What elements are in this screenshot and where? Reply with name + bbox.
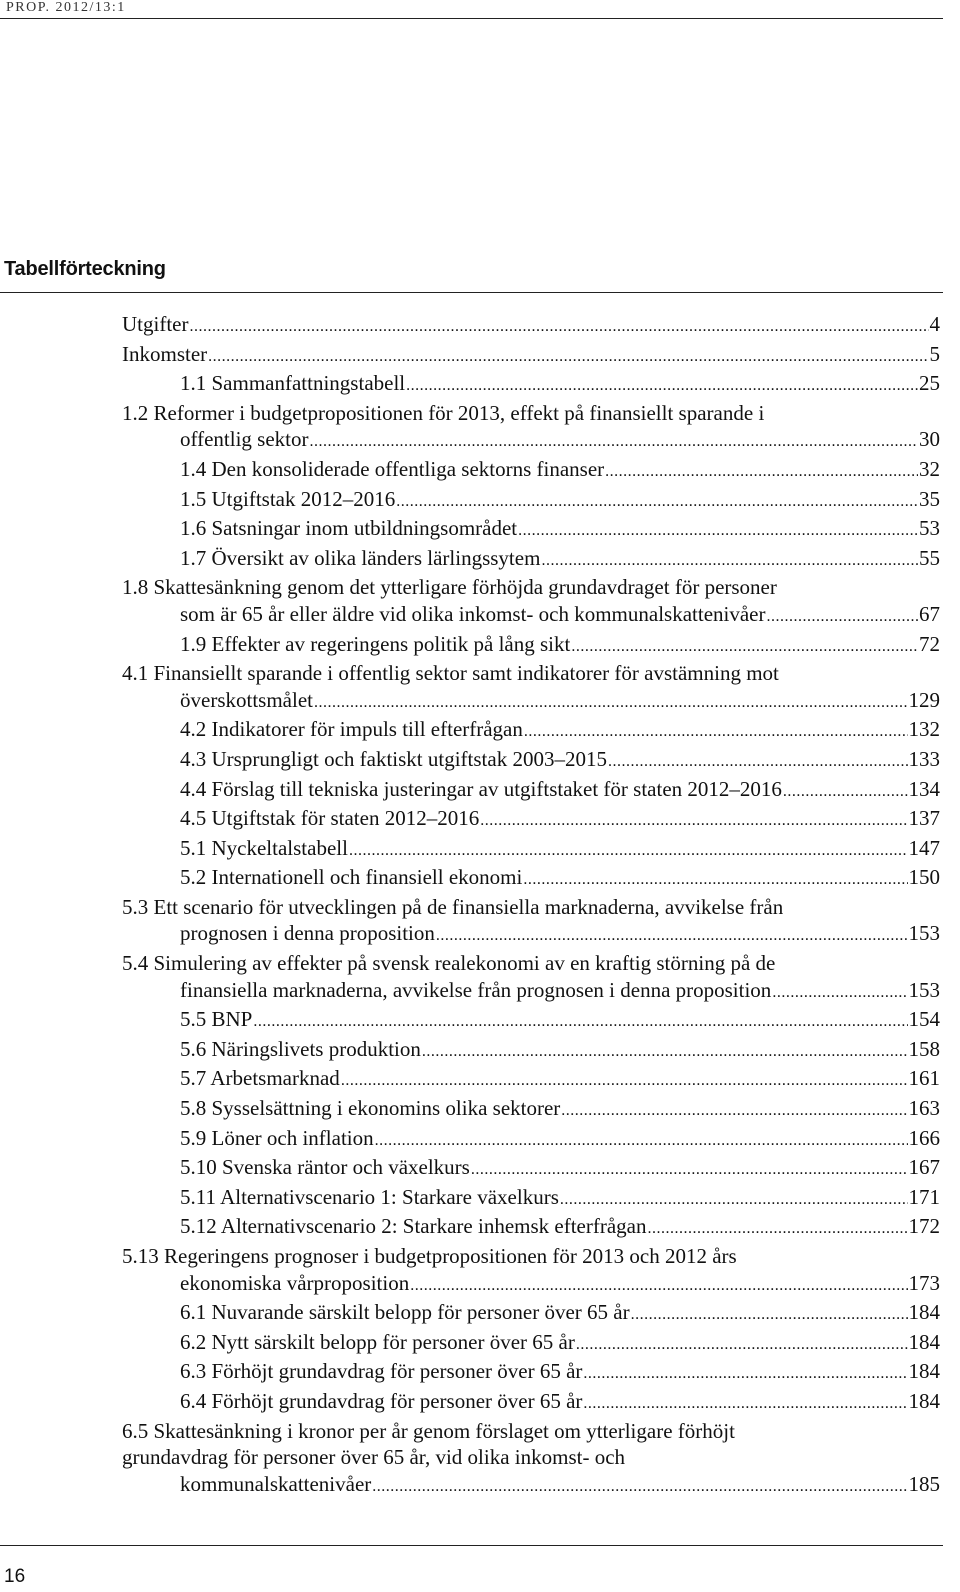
toc-entry-number: 6.1 xyxy=(180,1300,207,1325)
toc-entry-title xyxy=(180,1471,371,1498)
dot-leader xyxy=(767,604,919,631)
toc-entry-number: 1.5 xyxy=(180,486,207,511)
toc-entry[interactable] xyxy=(122,400,940,456)
toc-entry-text: Den konsoliderade offentliga sektorns finanser xyxy=(211,456,605,481)
toc-page-number: 132 xyxy=(908,717,940,742)
toc-entry-title xyxy=(180,1299,630,1326)
dot-leader xyxy=(341,1068,908,1095)
toc-entry-text: Nytt särskilt belopp för personer över 65 år xyxy=(211,1329,575,1354)
toc-entry-number: 5.2 xyxy=(180,865,207,890)
toc-entry[interactable] xyxy=(122,1125,940,1155)
toc-entry-number: 5.4 xyxy=(122,951,149,976)
toc-entry[interactable] xyxy=(122,1184,940,1214)
toc-entry-number: 4.5 xyxy=(180,806,207,831)
toc-entry-text: finansiella marknaderna, avvikelse från prognosen i denna proposition xyxy=(180,977,772,1002)
toc-entry-number: 4.2 xyxy=(180,717,207,742)
dot-leader xyxy=(583,1391,907,1418)
toc-entry[interactable] xyxy=(122,835,940,865)
toc-entry-number: 1.9 xyxy=(180,631,207,656)
toc-entry-line xyxy=(122,400,940,427)
dot-leader xyxy=(372,1474,907,1501)
dot-leader xyxy=(471,1157,908,1184)
toc-entry-number: 1.2 xyxy=(122,400,149,425)
toc-page-number: 184 xyxy=(908,1359,940,1384)
toc-entry-number: 5.12 xyxy=(180,1214,217,1239)
toc-entry[interactable] xyxy=(122,574,940,630)
dot-leader xyxy=(422,1039,908,1066)
toc-page-number: 30 xyxy=(919,427,940,452)
toc-entry[interactable] xyxy=(122,1299,940,1329)
toc-entry[interactable] xyxy=(122,950,940,1006)
toc-entry-text: Skattesänkning genom det ytterligare förhöjda grundavdraget för personer xyxy=(153,575,777,600)
dot-leader xyxy=(375,1128,908,1155)
toc-entry-line xyxy=(122,660,940,687)
dot-leader xyxy=(349,838,908,865)
toc-entry[interactable] xyxy=(122,515,940,545)
toc-page-number: 35 xyxy=(919,486,940,511)
toc-entry[interactable] xyxy=(122,1213,940,1243)
toc-entry-number: 5.8 xyxy=(180,1096,207,1121)
toc-entry-title xyxy=(180,977,771,1004)
dot-leader xyxy=(480,808,907,835)
toc-page-number: 147 xyxy=(908,835,940,860)
toc-entry-title xyxy=(180,456,604,483)
toc-entry-title xyxy=(180,601,766,628)
toc-page-number: 72 xyxy=(919,631,940,656)
toc-page-number: 171 xyxy=(908,1184,940,1209)
dot-leader xyxy=(648,1216,908,1243)
toc-entry[interactable] xyxy=(122,486,940,516)
toc-entry-number: 5.6 xyxy=(180,1036,207,1061)
toc-entry-title xyxy=(180,1329,575,1356)
toc-entry-number: 4.1 xyxy=(122,661,149,686)
toc-entry-text: Reformer i budgetpropositionen för 2013, effekt på finansiellt sparande i xyxy=(153,400,765,425)
toc-entry-number: 5.5 xyxy=(180,1007,207,1032)
toc-entry-number: 5.1 xyxy=(180,835,207,860)
toc-entry-number: 6.3 xyxy=(180,1359,207,1384)
toc-entry[interactable] xyxy=(122,1006,940,1036)
toc-page-number: 166 xyxy=(908,1125,940,1150)
toc-entry-title xyxy=(180,746,607,773)
toc-entry-text: Översikt av olika länders lärlingssytem xyxy=(211,545,541,570)
toc-page-number: 55 xyxy=(919,545,940,570)
toc-entry-number: 5.10 xyxy=(180,1155,217,1180)
toc-page-number: 150 xyxy=(908,865,940,890)
toc-entry[interactable] xyxy=(122,776,940,806)
toc-entry-text: Regeringens prognoser i budgetpropositionen för 2013 och 2012 års xyxy=(164,1244,737,1268)
toc-entry-title xyxy=(180,835,348,862)
toc-entry[interactable] xyxy=(122,1065,940,1095)
toc-entry-text: Löner och inflation xyxy=(211,1125,374,1150)
toc-entry-title xyxy=(180,1270,409,1297)
dot-leader xyxy=(253,1009,907,1036)
toc-page-number: 153 xyxy=(908,921,940,946)
toc-entry-line xyxy=(122,1444,940,1471)
section-title: Tabellförteckning xyxy=(4,258,166,280)
dot-leader xyxy=(583,1361,907,1388)
toc-entry-number: 5.13 xyxy=(122,1244,159,1268)
toc-entry-title xyxy=(180,1125,374,1152)
toc-page-number: 153 xyxy=(908,977,940,1002)
toc-entry-text: offentlig sektor xyxy=(180,427,309,452)
page-number: 16 xyxy=(4,1566,26,1587)
toc-entry-text: Förhöjt grundavdrag för personer över 65 år xyxy=(211,1388,583,1413)
toc-page-number: 67 xyxy=(919,601,940,626)
toc-page-number: 134 xyxy=(908,776,940,801)
dot-leader xyxy=(631,1302,908,1329)
toc-entry-text: Skattesänkning i kronor per år genom förslaget om ytterligare förhöjt xyxy=(153,1418,735,1443)
toc-entry-line xyxy=(122,574,940,601)
toc-page-number: 5 xyxy=(929,341,940,366)
toc-entry-title xyxy=(180,426,309,453)
toc-entry-title xyxy=(180,687,313,714)
dot-leader xyxy=(541,548,918,575)
toc-entry-title xyxy=(180,1213,647,1240)
table-of-tables xyxy=(122,311,940,1500)
toc-entry-number: 4.4 xyxy=(180,776,207,801)
toc-entry-title xyxy=(180,1154,470,1181)
toc-entry-number: 1.4 xyxy=(180,456,207,481)
toc-entry-line xyxy=(122,894,940,921)
toc-page-number: 184 xyxy=(908,1388,940,1413)
toc-entry-title xyxy=(122,341,207,368)
dot-leader xyxy=(518,518,918,545)
toc-entry-text: Sammanfattningstabell xyxy=(211,371,406,396)
toc-entry-text: Indikatorer för impuls till efterfrågan xyxy=(211,717,523,742)
toc-entry-number: 6.4 xyxy=(180,1388,207,1413)
dot-leader xyxy=(571,634,918,661)
toc-entry-title xyxy=(180,864,522,891)
toc-entry-title xyxy=(180,1095,560,1122)
toc-page-number: 185 xyxy=(908,1471,940,1496)
toc-page-number: 167 xyxy=(908,1155,940,1180)
toc-entry-text: överskottsmålet xyxy=(180,687,313,712)
toc-entry-text: Förhöjt grundavdrag för personer över 65 år xyxy=(211,1359,583,1384)
toc-page-number: 129 xyxy=(908,687,940,712)
dot-leader xyxy=(561,1098,907,1125)
dot-leader xyxy=(310,429,918,456)
toc-entry-text: Arbetsmarknad xyxy=(210,1066,340,1091)
toc-page-number: 161 xyxy=(908,1066,940,1091)
dot-leader xyxy=(410,1273,907,1300)
toc-entry-line xyxy=(122,950,940,977)
toc-entry-number: 5.9 xyxy=(180,1125,207,1150)
toc-page-number: 53 xyxy=(919,516,940,541)
dot-leader xyxy=(406,373,918,400)
toc-entry-text: Utgiftstak 2012–2016 xyxy=(211,486,396,511)
dot-leader xyxy=(772,980,907,1007)
toc-entry[interactable] xyxy=(122,716,940,746)
toc-entry-title xyxy=(122,311,188,338)
toc-entry-text: Utgiftstak för staten 2012–2016 xyxy=(211,806,480,831)
toc-entry-text: grundavdrag för personer över 65 år, vid olika inkomst- och xyxy=(122,1445,626,1470)
toc-page-number: 184 xyxy=(908,1329,940,1354)
toc-entry-title xyxy=(180,1065,340,1092)
toc-entry-number: 1.7 xyxy=(180,545,207,570)
dot-leader xyxy=(396,489,918,516)
toc-entry-number: 1.1 xyxy=(180,371,207,396)
toc-entry-title xyxy=(180,1358,582,1385)
toc-entry[interactable] xyxy=(122,311,940,341)
dot-leader xyxy=(208,344,928,371)
toc-entry-number: 4.3 xyxy=(180,746,207,771)
toc-entry-title xyxy=(180,631,570,658)
toc-entry[interactable] xyxy=(122,1388,940,1418)
dot-leader xyxy=(189,314,928,341)
dot-leader xyxy=(783,779,908,806)
toc-entry[interactable] xyxy=(122,1329,940,1359)
toc-entry[interactable] xyxy=(122,545,940,575)
toc-entry-title xyxy=(180,1184,559,1211)
toc-entry-number: 6.2 xyxy=(180,1329,207,1354)
toc-page-number: 173 xyxy=(908,1270,940,1295)
toc-entry-text: BNP xyxy=(211,1007,253,1032)
running-head: PROP. 2012/13:1 xyxy=(6,0,126,15)
toc-entry[interactable] xyxy=(122,1358,940,1388)
toc-entry-text: Sysselsättning i ekonomins olika sektorer xyxy=(211,1096,561,1121)
toc-entry-text: Svenska räntor och växelkurs xyxy=(222,1155,470,1180)
toc-entry-title xyxy=(180,370,405,397)
toc-entry-text: Effekter av regeringens politik på lång sikt xyxy=(211,631,571,656)
toc-entry-number: 6.5 xyxy=(122,1418,149,1443)
toc-page-number: 163 xyxy=(908,1096,940,1121)
toc-entry-line xyxy=(122,1243,940,1270)
toc-page-number: 4 xyxy=(929,312,940,336)
toc-entry-line xyxy=(122,1418,940,1445)
toc-entry-title xyxy=(180,716,523,743)
toc-entry-number: 5.11 xyxy=(180,1184,216,1209)
toc-page-number: 158 xyxy=(908,1036,940,1061)
title-rule xyxy=(0,292,943,293)
dot-leader xyxy=(605,459,918,486)
dot-leader xyxy=(314,690,908,717)
toc-page-number: 137 xyxy=(908,806,940,831)
toc-entry-text: Finansiellt sparande i offentlig sektor samt indikatorer för avstämning mot xyxy=(153,661,779,686)
toc-entry[interactable] xyxy=(122,370,940,400)
toc-entry-text: som är 65 år eller äldre vid olika inkomst- och kommunalskattenivåer xyxy=(180,601,766,626)
toc-page-number: 133 xyxy=(908,746,940,771)
toc-entry-title xyxy=(180,1006,252,1033)
toc-entry-text: Utgifter xyxy=(122,312,189,336)
toc-entry[interactable] xyxy=(122,805,940,835)
toc-entry-title xyxy=(180,1036,421,1063)
toc-entry[interactable] xyxy=(122,631,940,661)
toc-entry-text: prognosen i denna proposition xyxy=(180,921,435,946)
toc-entry-number: 1.8 xyxy=(122,575,149,600)
dot-leader xyxy=(436,923,908,950)
toc-entry[interactable] xyxy=(122,660,940,716)
toc-entry[interactable] xyxy=(122,1243,940,1299)
toc-entry-text: Nyckeltalstabell xyxy=(211,835,348,860)
toc-entry-text: Nuvarande särskilt belopp för personer över 65 år xyxy=(211,1300,630,1325)
toc-entry-text: Alternativscenario 1: Starkare växelkurs xyxy=(220,1184,559,1209)
dot-leader xyxy=(523,867,907,894)
toc-entry-text: Internationell och finansiell ekonomi xyxy=(211,865,523,890)
toc-entry[interactable] xyxy=(122,341,940,371)
toc-entry-number: 1.6 xyxy=(180,516,207,541)
toc-page-number: 154 xyxy=(908,1007,940,1032)
toc-entry-title xyxy=(180,545,540,572)
toc-entry-text: Alternativscenario 2: Starkare inhemsk efterfrågan xyxy=(220,1214,647,1239)
toc-entry-title xyxy=(180,920,435,947)
toc-page-number: 32 xyxy=(919,456,940,481)
dot-leader xyxy=(576,1332,908,1359)
toc-entry-title xyxy=(180,776,782,803)
bottom-rule xyxy=(0,1545,943,1546)
toc-entry[interactable] xyxy=(122,864,940,894)
toc-entry-number: 5.3 xyxy=(122,894,149,919)
toc-page-number: 25 xyxy=(919,371,940,396)
toc-entry-title xyxy=(180,805,479,832)
top-rule xyxy=(0,18,943,19)
toc-entry-text: Näringslivets produktion xyxy=(211,1036,421,1061)
toc-page-number: 184 xyxy=(908,1300,940,1325)
toc-entry[interactable] xyxy=(122,1036,940,1066)
toc-entry-number: 5.7 xyxy=(180,1066,207,1091)
toc-entry[interactable] xyxy=(122,456,940,486)
toc-entry-title xyxy=(180,1388,582,1415)
toc-page-number: 172 xyxy=(908,1214,940,1239)
toc-entry-text: Ursprungligt och faktiskt utgiftstak 2003–2015 xyxy=(211,746,607,771)
toc-entry-text: Inkomster xyxy=(122,341,208,366)
dot-leader xyxy=(608,749,908,776)
toc-entry-title xyxy=(180,486,395,513)
dot-leader xyxy=(524,719,908,746)
toc-entry-text: Simulering av effekter på svensk realekonomi av en kraftig störning på de xyxy=(153,951,776,976)
toc-entry-text: Ett scenario för utvecklingen på de finansiella marknaderna, avvikelse från xyxy=(153,894,784,919)
toc-entry-text: kommunalskattenivåer xyxy=(180,1471,372,1496)
toc-entry[interactable] xyxy=(122,1095,940,1125)
dot-leader xyxy=(560,1187,908,1214)
toc-entry[interactable] xyxy=(122,894,940,950)
toc-entry[interactable] xyxy=(122,1154,940,1184)
toc-entry-title xyxy=(180,515,517,542)
toc-entry-text: Satsningar inom utbildningsområdet xyxy=(211,516,518,541)
toc-entry-text: ekonomiska vårproposition xyxy=(180,1270,410,1295)
toc-entry[interactable] xyxy=(122,746,940,776)
toc-entry-text: Förslag till tekniska justeringar av utgiftstaket för staten 2012–2016 xyxy=(211,776,782,801)
toc-entry[interactable] xyxy=(122,1418,940,1501)
